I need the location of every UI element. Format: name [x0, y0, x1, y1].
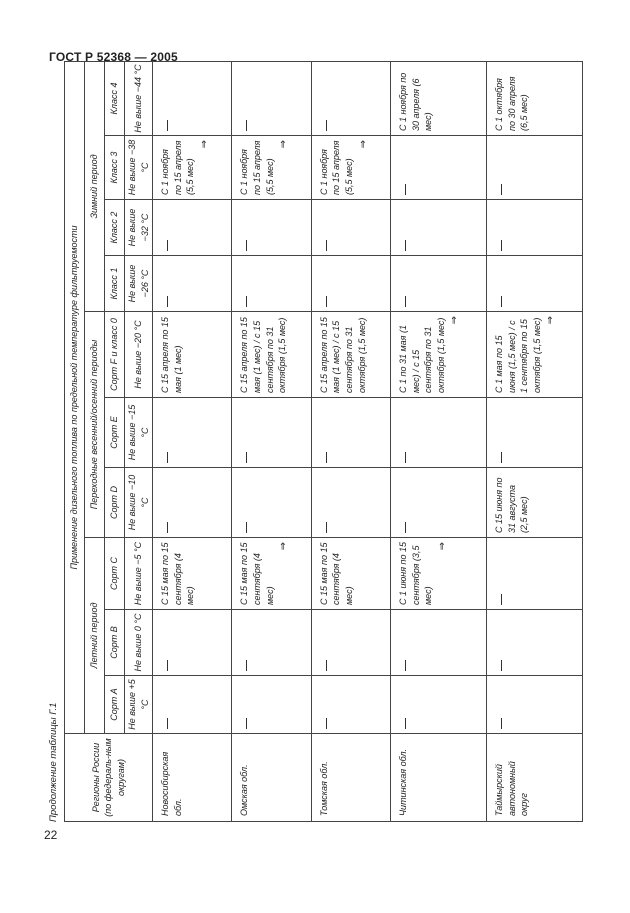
dash-mark: [326, 522, 327, 533]
column-temperature-limit: Не выше −15 °С: [125, 398, 153, 468]
dash-mark: [167, 660, 168, 671]
column-temperature-limit: Не выше −38 °С: [125, 136, 153, 200]
column-temperature-limit: Не выше −26 °С: [125, 256, 153, 312]
empty-cell: [153, 61, 232, 135]
table-body: [153, 61, 583, 821]
dash-mark: [326, 120, 327, 131]
period-text: С 1 по 31 мая (1 мес) / с 15 сентября по 31 октября (1,5 мес): [398, 317, 446, 393]
region-cell: Омская обл.: [232, 734, 311, 822]
empty-cell: [487, 256, 583, 312]
dash-mark: [501, 718, 502, 729]
empty-cell: [232, 256, 311, 312]
column-temperature-limit: Не выше −10 °С: [125, 468, 153, 538]
empty-cell: [232, 200, 311, 256]
empty-cell: [232, 468, 311, 538]
dash-mark: [501, 240, 502, 251]
period-text: С 1 июня по 15 сентября (3,5 мес): [398, 541, 434, 605]
column-grade-label: Сорт F и класс 0: [105, 312, 125, 398]
dash-mark: [405, 184, 406, 195]
period-text: С 15 июня по 31 августа (2,5 мес): [494, 477, 530, 533]
empty-cell: [487, 136, 583, 200]
dash-mark: [246, 718, 247, 729]
period-cell: [311, 312, 390, 398]
dash-mark: [326, 452, 327, 463]
continuation-arrow-icon: ⇒: [357, 140, 369, 149]
column-grade-label: Класс 1: [105, 256, 125, 312]
dash-mark: [501, 452, 502, 463]
period-text: С 1 ноября по 15 апреля (5,5 мес): [318, 140, 354, 195]
empty-cell: [391, 676, 487, 734]
period-text: С 15 мая по 15 сентября (4 мес): [160, 542, 196, 605]
empty-cell: [487, 200, 583, 256]
empty-cell: [391, 610, 487, 676]
empty-cell: [232, 676, 311, 734]
period-cell: [391, 538, 487, 610]
transition-period-header: Переходные весенний/осенний периоды: [85, 312, 105, 538]
dash-mark: [501, 184, 502, 195]
dash-mark: [246, 296, 247, 307]
empty-cell: [487, 676, 583, 734]
dash-mark: [326, 296, 327, 307]
empty-cell: [311, 676, 390, 734]
column-grade-label: Сорт Е: [105, 398, 125, 468]
dash-mark: [405, 240, 406, 251]
empty-cell: [391, 256, 487, 312]
dash-mark: [326, 240, 327, 251]
period-cell: [232, 538, 311, 610]
period-cell: [153, 312, 232, 398]
continuation-arrow-icon: ⇒: [278, 140, 290, 149]
empty-cell: [311, 610, 390, 676]
column-grade-label: Сорт С: [105, 538, 125, 610]
continuation-arrow-icon: ⇒: [545, 316, 557, 325]
dash-mark: [326, 718, 327, 729]
period-text: С 15 апреля по 15 мая (1 мес) / с 15 сентября по 31 октября (1,5 мес): [318, 317, 367, 393]
application-header: Применение дизельного топлива по предельной температуре фильтруемости: [65, 61, 85, 733]
column-grade-label: Класс 3: [105, 136, 125, 200]
column-grade-label: Сорт D: [105, 468, 125, 538]
empty-cell: [487, 398, 583, 468]
standard-header: ГОСТ Р 52368 — 2005: [49, 50, 178, 64]
empty-cell: [153, 398, 232, 468]
dash-mark: [405, 296, 406, 307]
column-temperature-limit: Не выше −44 °С: [125, 61, 153, 135]
table-row: [232, 61, 311, 821]
region-cell: Новосибирская обл.: [153, 734, 232, 822]
empty-cell: [391, 398, 487, 468]
region-cell: Таймырский автономный округ: [487, 734, 583, 822]
empty-cell: [487, 610, 583, 676]
dash-mark: [167, 296, 168, 307]
column-grade-label: Сорт А: [105, 676, 125, 734]
dash-mark: [501, 660, 502, 671]
table-row: [391, 61, 487, 821]
dash-mark: [246, 240, 247, 251]
dash-mark: [405, 522, 406, 533]
column-grade-label: Класс 4: [105, 61, 125, 135]
period-text: С 1 ноября по 30 апреля (6 мес): [398, 72, 434, 131]
period-text: С 1 мая по 15 июня (1,5 мес) / с 1 сентября по 15 октября (1,5 мес): [494, 317, 542, 393]
dash-mark: [501, 296, 502, 307]
column-grade-label: Сорт В: [105, 610, 125, 676]
period-text: С 15 апреля по 15 мая (1 мес): [160, 317, 183, 393]
continuation-arrow-icon: ⇒: [278, 542, 290, 551]
empty-cell: [391, 200, 487, 256]
dash-mark: [167, 240, 168, 251]
dash-mark: [246, 522, 247, 533]
empty-cell: [153, 200, 232, 256]
continuation-arrow-icon: ⇒: [436, 542, 448, 551]
empty-cell: [311, 468, 390, 538]
empty-cell: [232, 610, 311, 676]
dash-mark: [246, 452, 247, 463]
empty-cell: [153, 676, 232, 734]
empty-cell: [153, 468, 232, 538]
empty-cell: [311, 398, 390, 468]
period-cell: [311, 538, 390, 610]
summer-period-header: Летний период: [85, 538, 105, 734]
empty-cell: [232, 398, 311, 468]
continuation-arrow-icon: ⇒: [449, 316, 461, 325]
dash-mark: [167, 718, 168, 729]
column-temperature-limit: Не выше −32 °С: [125, 200, 153, 256]
dash-mark: [326, 660, 327, 671]
period-text: С 15 мая по 15 сентября (4 мес): [318, 542, 354, 605]
dash-mark: [501, 594, 502, 605]
empty-cell: [391, 136, 487, 200]
empty-cell: [311, 200, 390, 256]
empty-cell: [487, 538, 583, 610]
period-cell: [391, 61, 487, 135]
dash-mark: [405, 660, 406, 671]
empty-cell: [153, 610, 232, 676]
table-row: [311, 61, 390, 821]
region-cell: Читинская обл.: [391, 734, 487, 822]
dash-mark: [405, 452, 406, 463]
column-temperature-limit: Не выше 0 °С: [125, 610, 153, 676]
column-temperature-limit: Не выше −20 °С: [125, 312, 153, 398]
period-cell: [153, 136, 232, 200]
region-header: Регионы России (по федераль-ным округам): [65, 734, 153, 822]
dash-mark: [246, 660, 247, 671]
dash-mark: [167, 522, 168, 533]
table-continuation-caption: Продолжение таблицы Г.1: [48, 702, 59, 822]
dash-mark: [246, 120, 247, 131]
table-row: [153, 61, 232, 821]
period-cell: [487, 61, 583, 135]
empty-cell: [391, 468, 487, 538]
dash-mark: [167, 120, 168, 131]
empty-cell: [311, 256, 390, 312]
empty-cell: [153, 256, 232, 312]
period-text: С 1 ноября по 15 апреля (5,5 мес): [239, 140, 275, 195]
column-temperature-limit: Не выше −5 °С: [125, 538, 153, 610]
period-text: С 1 ноября по 15 апреля (5,5 мес): [160, 140, 196, 195]
period-text: С 15 апреля по 15 мая (1 мес) / с 15 сентября по 31 октября (1,5 мес): [239, 317, 288, 393]
period-cell: [487, 312, 583, 398]
empty-cell: [311, 61, 390, 135]
rotated-table-wrapper: [48, 62, 583, 822]
continuation-arrow-icon: ⇒: [198, 140, 210, 149]
period-cell: [153, 538, 232, 610]
winter-period-header: Зимний период: [85, 61, 105, 311]
empty-cell: [232, 61, 311, 135]
period-text: С 1 октября по 30 апреля (6,5 мес): [494, 76, 530, 131]
table-row: [487, 61, 583, 821]
column-temperature-limit: Не выше +5 °С: [125, 676, 153, 734]
column-grade-label: Класс 2: [105, 200, 125, 256]
region-cell: Томская обл.: [311, 734, 390, 822]
period-text: С 15 мая по 15 сентября (4 мес): [239, 542, 275, 605]
period-cell: [487, 468, 583, 538]
period-cell: [311, 136, 390, 200]
period-cell: [232, 136, 311, 200]
fuel-application-table: [64, 61, 583, 822]
dash-mark: [167, 452, 168, 463]
page-number: 22: [44, 828, 58, 842]
period-cell: [232, 312, 311, 398]
period-cell: [391, 312, 487, 398]
dash-mark: [405, 718, 406, 729]
